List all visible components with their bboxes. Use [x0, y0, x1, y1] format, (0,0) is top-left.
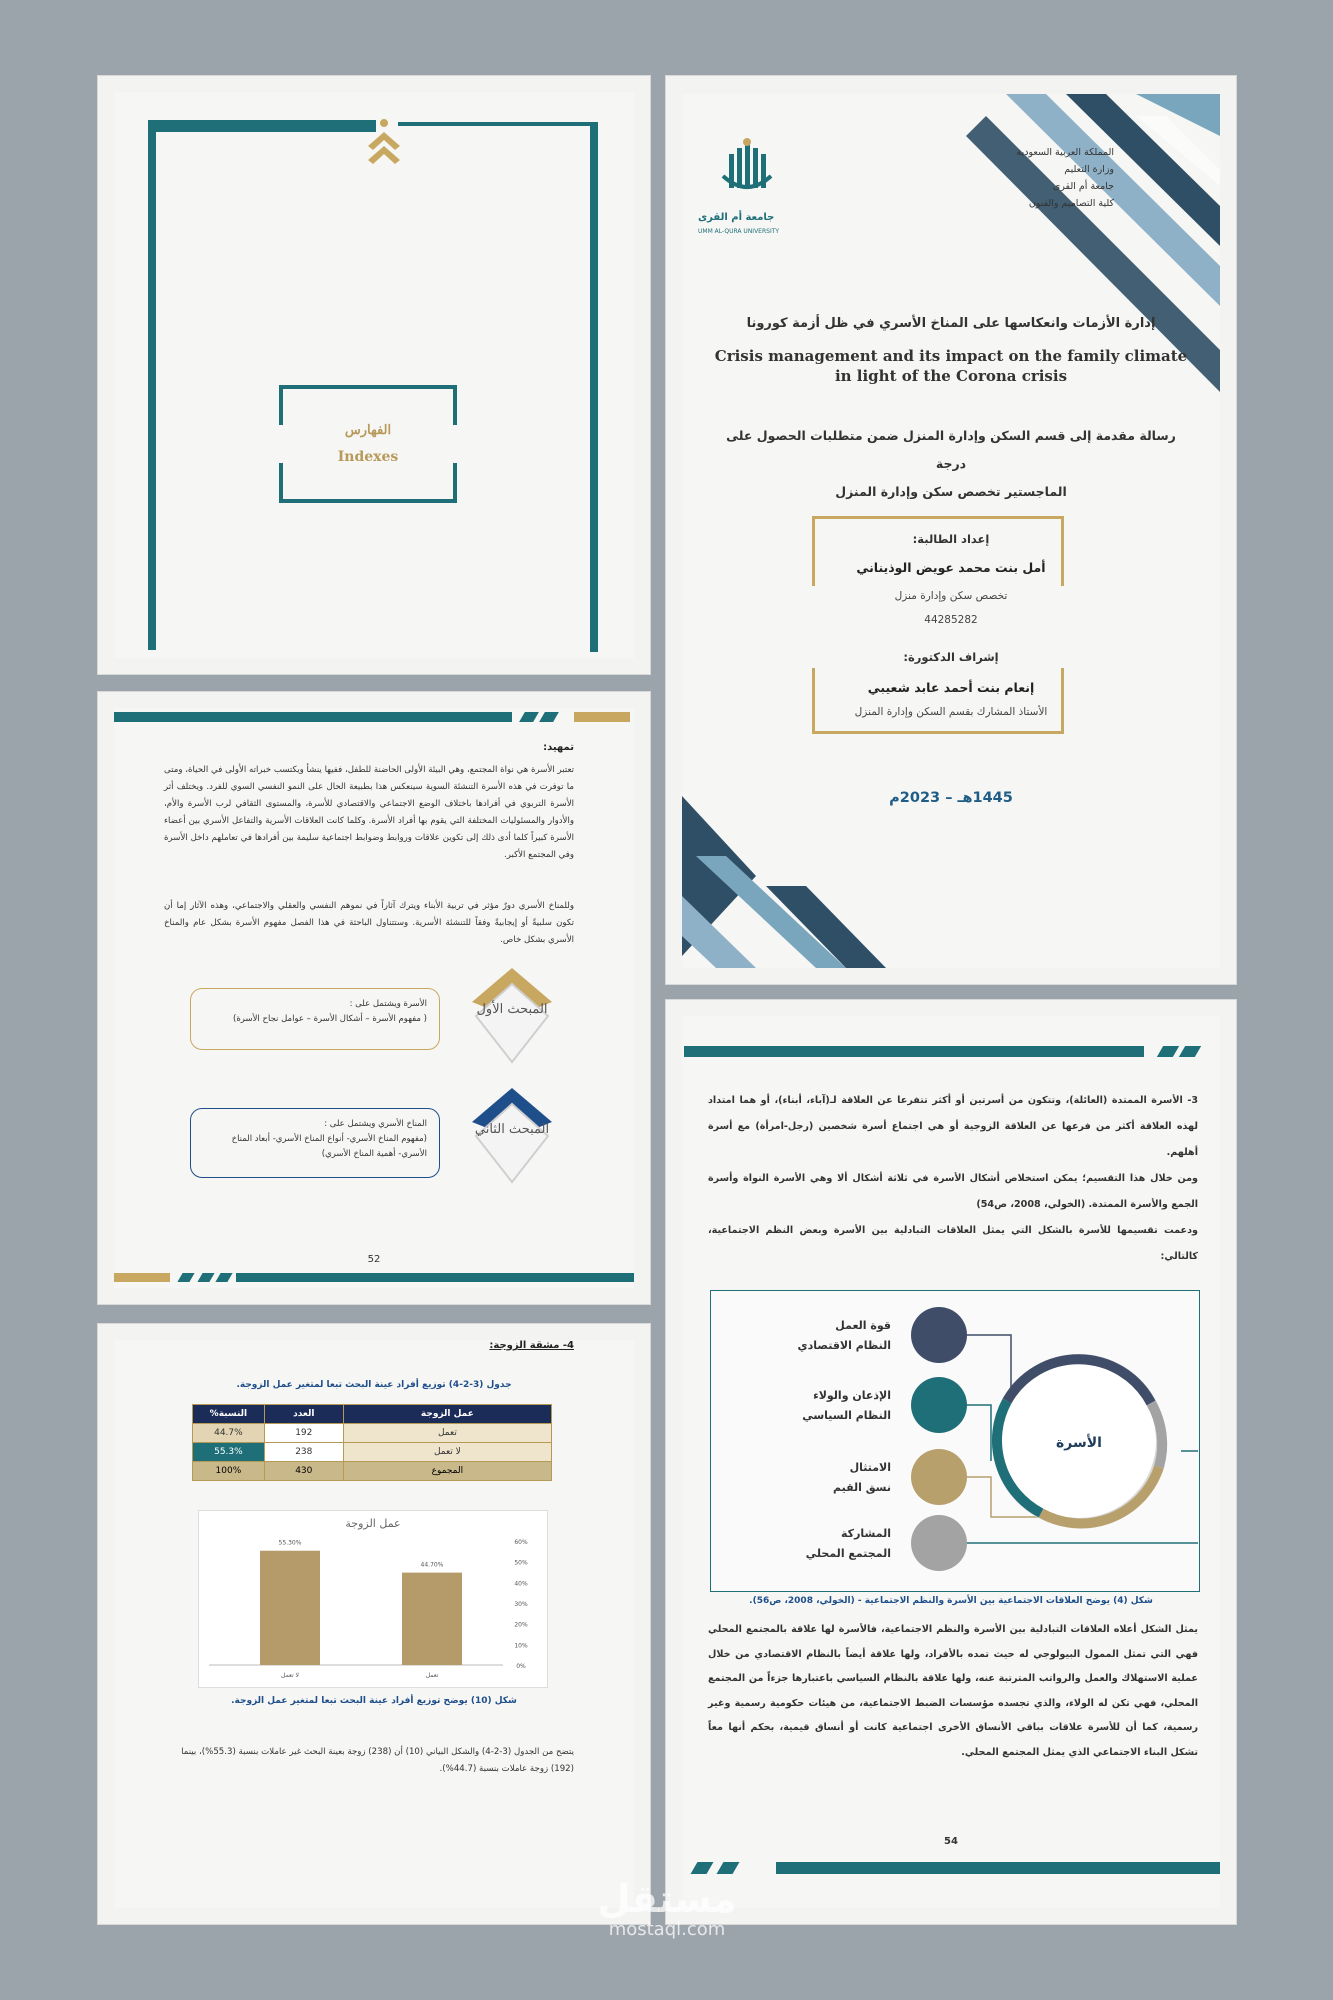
student-label: إعداد الطالبة: — [912, 532, 990, 546]
table-row — [193, 1462, 552, 1481]
table-cell: 100% — [193, 1462, 265, 1481]
ministry-line: وزارة التعليم — [1064, 164, 1114, 175]
university-name-ar: جامعة أم القرى — [698, 212, 775, 223]
bottom-bar — [776, 1862, 1220, 1874]
node-label: قوة العمل — [835, 1319, 891, 1332]
diagram-paragraph-4: يمثل الشكل أعلاه العلاقات التبادلية بين الأسرة والنظم الاجتماعية، فالأسرة لها علاقة بالمجتمع المحلي فهي التي تمثل الممول البيولوجي له حيث تمده بالأفراد، ولها علاقة أيضاً بالنظام الاقتصادي من خلال عملية الاستهلاك والعمل والرواتب المترتبة عنه، ولها علاقة بالنظام السياسي باعتبارها جزءاً من المجتمع المحلي، فهي تكن له الولاء، والذي تجسده مؤسسات الضبط الاجتماعية، من هيئات حكومية رسمية وغير رسمية، كما أن للأسرة علاقات بباقي الأنساق الأخرى اجتماعية كانت أو أنساق قيمية، بحكم أنها معاً تشكل البناء الاجتماعي الذي يمثل المجتمع المحلي. — [708, 1624, 1198, 1758]
student-name: أمل بنت محمد عويض الوذيناني — [856, 560, 1046, 575]
index-title-en: Indexes — [337, 449, 399, 465]
table-caption: جدول (3-2-4) توزيع أفراد عينة البحث تبعا لمتغير عمل الزوجة. — [236, 1380, 512, 1390]
university-name-en: UMM AL-QURA UNIVERSITY — [698, 228, 780, 235]
node-label: النظام الاقتصادي — [797, 1339, 891, 1352]
node-circle — [911, 1449, 967, 1505]
y-tick-label: 20% — [514, 1621, 528, 1629]
student-id: 44285282 — [924, 614, 978, 626]
node-circle — [911, 1377, 967, 1433]
ministry-header — [1017, 144, 1114, 212]
intro-page — [98, 692, 650, 1304]
node-label: الإذعان والولاء — [813, 1389, 891, 1402]
node-label: المشاركة — [841, 1527, 891, 1540]
table-cell: 192 — [264, 1424, 343, 1443]
y-tick-label: 0% — [516, 1663, 526, 1670]
section1-box-line: الأسرة ويشتمل على : — [349, 999, 427, 1009]
section1-box — [190, 988, 440, 1050]
table-cell: 44.7% — [193, 1424, 265, 1443]
data-label: 44.70% — [420, 1561, 444, 1569]
table-header: عمل الزوجة — [343, 1405, 551, 1424]
bar-chart-container — [198, 1510, 548, 1688]
table-cell: 430 — [264, 1462, 343, 1481]
section2-diamond — [470, 1086, 554, 1170]
relations-diagram-svg — [711, 1291, 1198, 1590]
diagram-paragraph-2: ومن خلال هذا التقسيم؛ يمكن استخلاص أشكال الأسرة في ثلاثة أشكال ألا وهي الأسرة النواة وأسرة الجمع والأسرة الممتدة. (الخولي، 2008، ص54) — [708, 1173, 1198, 1210]
diagram-caption: شكل (4) يوضح العلاقات الاجتماعية بين الأسرة والنظم الاجتماعية - (الخولي، 2008، ص56). — [749, 1596, 1153, 1606]
table-header: العدد — [264, 1405, 343, 1424]
bottom-gold-bar — [114, 1273, 170, 1282]
node-label: نسق القيم — [832, 1481, 891, 1494]
table-cell: 55.3% — [193, 1443, 265, 1462]
frame-top — [148, 120, 376, 132]
thesis-line: الماجستير تخصص سكن وإدارة المنزل — [835, 484, 1067, 499]
chevron-logo-icon — [360, 118, 408, 174]
bar — [402, 1573, 462, 1665]
supervisor-title: الأستاذ المشارك بقسم السكن وإدارة المنزل — [854, 706, 1048, 718]
watermark-text-ar: مستقل — [597, 1877, 737, 1921]
index-title-ar: الفهارس — [344, 423, 392, 438]
student-specialization: تخصص سكن وإدارة منزل — [894, 590, 1008, 602]
node-label: النظام السياسي — [802, 1409, 891, 1422]
section1-box-line: ( مفهوم الأسرة – أشكال الأسرة – عوامل نجاح الأسرة) — [233, 1014, 427, 1024]
table-row — [193, 1443, 552, 1462]
y-tick-label: 60% — [514, 1539, 528, 1546]
center-label: الأسرة — [1056, 1435, 1102, 1451]
section1-label: المبحث الأول — [476, 1002, 548, 1017]
index-page-inner — [114, 92, 634, 658]
y-tick-label: 10% — [514, 1642, 528, 1650]
ministry-line: المملكة العربية السعودية — [1016, 147, 1114, 158]
node-label: المجتمع المحلي — [805, 1547, 891, 1560]
chart-page-heading: 4- مشقة الزوجة: — [489, 1340, 574, 1351]
cover-title-en: Crisis management and its impact on the family climate in light of the Corona crisis — [714, 347, 1188, 385]
table-cell: تعمل — [343, 1424, 551, 1443]
student-box-frame — [812, 516, 1064, 586]
bar — [260, 1551, 320, 1665]
cover-page — [666, 76, 1236, 984]
x-tick-label: تعمل — [425, 1672, 439, 1679]
section2-label: المبحث الثاني — [474, 1122, 550, 1137]
supervisor-name: إنعام بنت أحمد عابد شعيبي — [867, 680, 1035, 695]
chart-marks — [260, 1539, 528, 1679]
watermark — [582, 1878, 752, 1940]
figure-caption: شكل (10) يوضح توزيع أفراد عينة البحث تبعا لمتغير عمل الزوجة. — [231, 1696, 517, 1706]
frame-top-right — [398, 122, 598, 126]
diagram-page — [666, 1000, 1236, 1924]
page-number: 52 — [367, 1254, 381, 1265]
top-bar — [114, 712, 512, 722]
ministry-line: جامعة أم القرى — [1052, 181, 1114, 192]
cover-year: 1445هـ – 2023م — [889, 790, 1013, 806]
diagram-paragraph-1: 3- الأسرة الممتدة (العائلة)، وتتكون من أسرتين أو أكثر تتفرعا عن العلاقة لـ(آباء، أبناء)، أو هما امتداد لهذه العلاقة أكثر من فرعها عن العلاقة الزوجية أو هي اجتماع أسرة شخصين (رجل-امرأة) مع أسرة أهلهم. — [708, 1095, 1198, 1158]
table-header: النسبة% — [193, 1405, 265, 1424]
intro-paragraph-1: تعتبر الأسرة هي نواة المجتمع، وهي البيئة الأولى الحاضنة للطفل، ففيها ينشأ ويكتسب خبراته الأولى في الحياة، ومتى ما توفرت في هذه الأسرة التنشئة السوية سينعكس هذا بطبيعة الحال على النمو النفسي السوي للفرد. ويختلف أثر الأسرة التربوي في أفرادها باختلاف الوضع الاجتماعي والاقتصادي للأسرة، والمستوى الثقافي لرب الأسرة والأم، والأدوار والمسئوليات المختلفة التي يقوم بها أفراد الأسرة. وكلما كانت العلاقات الأسرية والتفاعل الأسري بين أعضاء الأسرة كبيراً كلما أدى ذلك إلى تكوين علاقات وروابط وضوابط اجتماعية سليمة بين أفرادها في تعاملهم داخل الأسرة وفي المجتمع الأكبر. — [164, 765, 574, 860]
frame-right — [590, 122, 598, 652]
supervisor-label: إشراف الدكتورة: — [903, 650, 999, 664]
y-tick-label: 30% — [514, 1601, 528, 1608]
index-title-box — [279, 385, 457, 503]
table-header-row — [193, 1405, 552, 1424]
table-cell: المجموع — [343, 1462, 551, 1481]
watermark-text-en: mostaql.com — [608, 1919, 726, 1940]
frame-left — [148, 120, 156, 650]
chart-page — [98, 1324, 650, 1924]
bottom-bar — [236, 1273, 634, 1282]
y-tick-label: 40% — [514, 1580, 528, 1588]
top-gold-bar — [574, 712, 630, 722]
node-circle — [911, 1515, 967, 1571]
data-table — [192, 1404, 552, 1481]
data-label: 55.30% — [278, 1539, 302, 1547]
intro-paragraph-2: وللمناخ الأسري دورٌ مؤثر في تربية الأبناء ويترك آثاراً في نموهم النفسي والعقلي والاجتماعي، وهذه الآثار إما أن تكون سلبيةً أو إيجابيةً وفقاً للتنشئة الأسرية. وستتناول الباحثة في هذا الفصل مفهوم الأسرة بشكل عام والمناخ الأسري بشكل خاص. — [164, 901, 574, 945]
cover-title-ar: إدارة الأزمات وانعكاسها على المناخ الأسري في ظل أزمة كورونا — [746, 316, 1156, 331]
table-row — [193, 1424, 552, 1443]
thesis-statement — [666, 422, 1236, 506]
thesis-line: رسالة مقدمة إلى قسم السكن وإدارة المنزل ضمن متطلبات الحصول على درجة — [726, 428, 1176, 471]
y-tick-label: 50% — [514, 1559, 528, 1567]
top-bar — [684, 1046, 1144, 1057]
diagram-paragraph-3: ودعمت تقسيمها للأسرة بالشكل التي يمثل العلاقات التبادلية بين الأسرة وبعض النظم الاجتماعية، كالتالي: — [708, 1225, 1198, 1262]
chart-page-paragraph: يتضح من الجدول (3-2-4) والشكل البياني (10) أن (238) زوجة بعينة البحث غير عاملات بنسبة (55.3%)، بينما (192) زوجة عاملات بنسبة (44.7%). — [181, 1747, 574, 1774]
supervisor-box-frame — [812, 668, 1064, 734]
section2-box-line: المناخ الأسري ويشتمل على : — [324, 1119, 427, 1129]
section2-box-line: (مفهوم المناخ الأسري- أنواع المناخ الأسري- أبعاد المناخ الأسري- أهمية المناخ الأسري) — [231, 1134, 427, 1159]
x-tick-label: لا تعمل — [281, 1672, 299, 1679]
relations-diagram — [710, 1290, 1200, 1592]
chart-title: عمل الزوجة — [345, 1517, 401, 1530]
table-cell: 238 — [264, 1443, 343, 1462]
intro-heading: تمهيد: — [543, 742, 574, 753]
bar-chart — [199, 1511, 547, 1687]
page-number: 54 — [944, 1836, 958, 1847]
section2-box — [190, 1108, 440, 1178]
table-cell: لا تعمل — [343, 1443, 551, 1462]
node-label: الامتثال — [849, 1461, 891, 1474]
section1-diamond — [470, 966, 554, 1050]
index-page — [98, 76, 650, 674]
ministry-line: كلية التصاميم والفنون — [1028, 198, 1114, 209]
node-circle — [911, 1307, 967, 1363]
